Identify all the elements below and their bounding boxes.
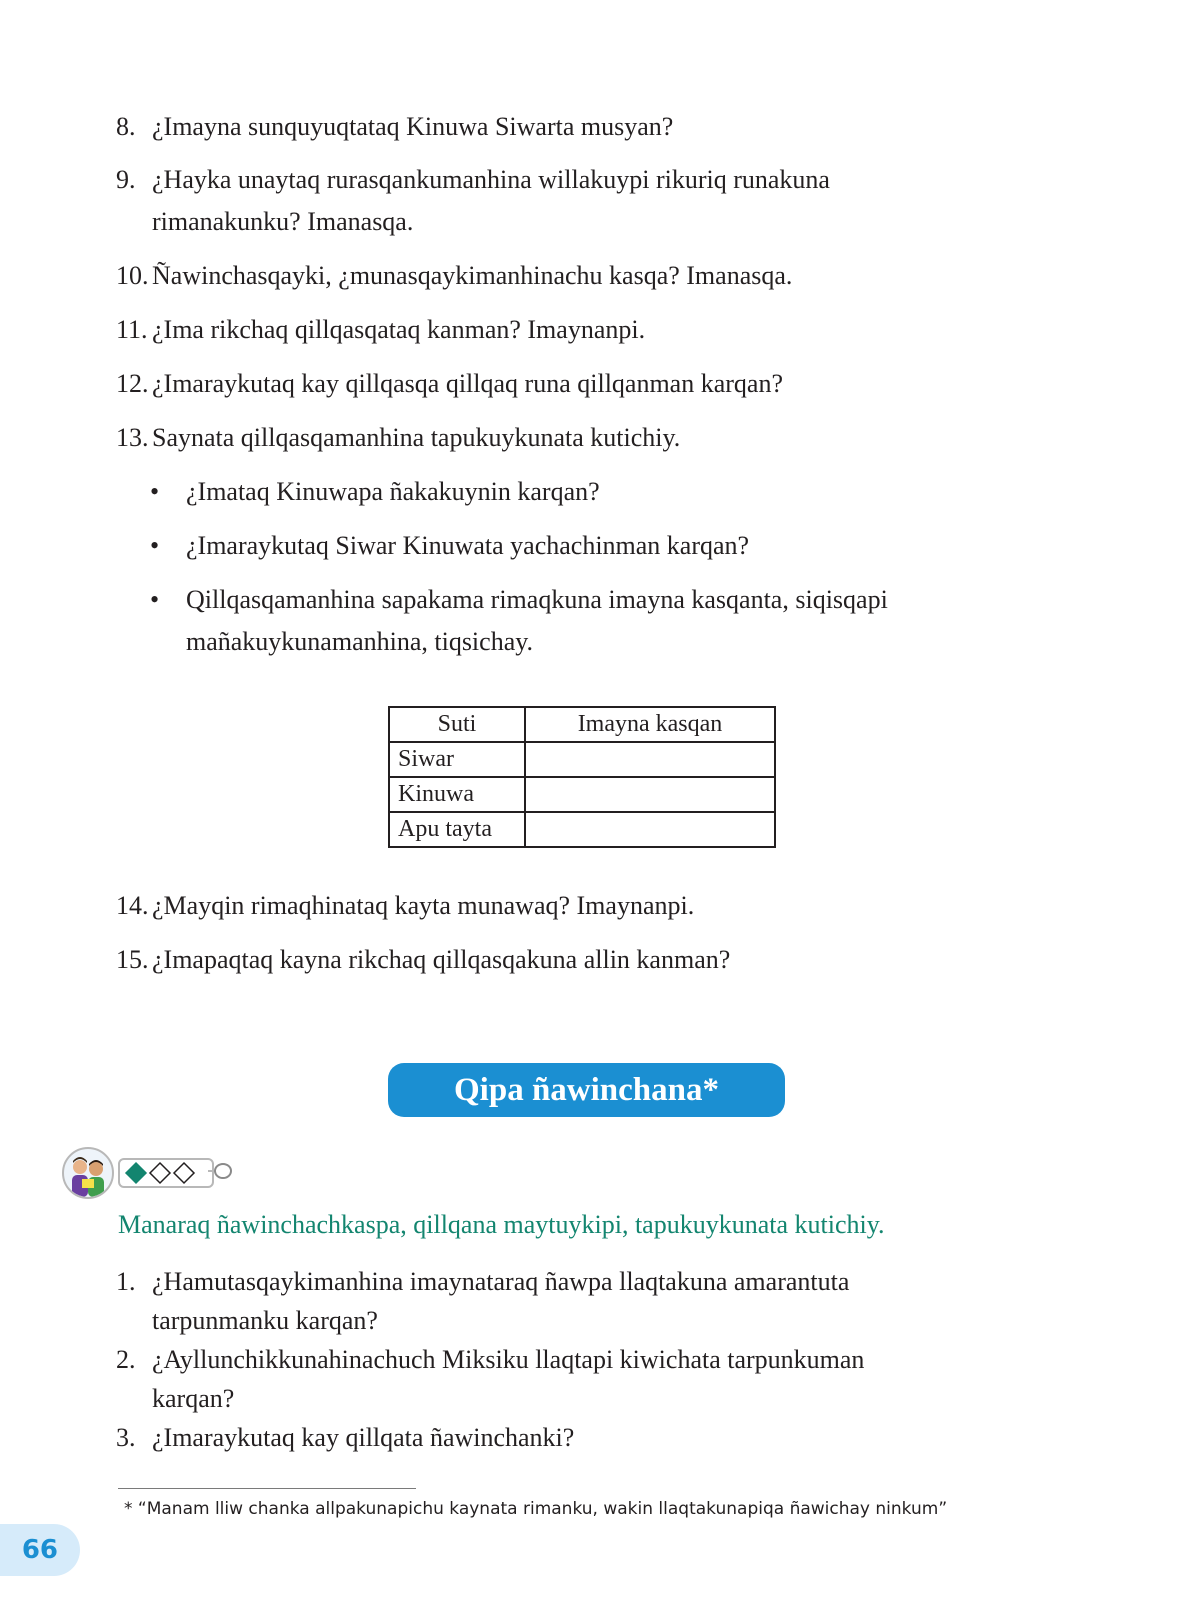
question-text: Saynata qillqasqamanhina tapukuykunata kutichiy. (152, 423, 681, 452)
question-text: ¿Ayllunchikkunahinachuch Miksiku llaqtapi kiwichata tarpunkuman (152, 1345, 865, 1374)
bullet-marker: • (150, 477, 160, 506)
page-number: 66 (21, 1535, 58, 1565)
question-text: ¿Ima rikchaq qillqasqataq kanman? Imaynanpi. (152, 315, 646, 344)
question-text: ¿Imaraykutaq kay qillqata ñawinchanki? (152, 1423, 575, 1452)
table-row (389, 777, 775, 812)
page-number-tab (0, 1524, 80, 1576)
question-text: ¿Mayqin rimaqhinataq kayta munawaq? Imaynanpi. (152, 891, 695, 920)
table-cell-blank[interactable] (525, 812, 775, 847)
footnote: * “Manam lliw chanka allpakunapichu kaynata rimanku, wakin llaqtakunapiqa ñawichay ninkum” (124, 1499, 948, 1519)
question-text: ¿Imapaqtaq kayna rikchaq qillqasqakuna allin kanman? (152, 945, 731, 974)
table-header-row (389, 707, 775, 742)
question-number: 12. (116, 369, 149, 398)
bullet-text-continued: mañakuykunamanhina, tiqsichay. (186, 627, 534, 656)
question-number: 1. (116, 1267, 136, 1296)
question-number: 11. (116, 315, 148, 344)
question-text: Ñawinchasqayki, ¿munasqaykimanhinachu kasqa? Imanasqa. (152, 261, 793, 290)
question-text-continued: karqan? (152, 1384, 235, 1413)
footnote-divider (118, 1488, 416, 1489)
question-number: 15. (116, 945, 149, 974)
question-number: 9. (116, 165, 136, 194)
level-tag-loop-icon (208, 1162, 232, 1180)
difficulty-level-indicator (118, 1158, 214, 1188)
character-table (388, 706, 776, 848)
table-cell-name: Apu tayta (389, 812, 525, 847)
bullet-text: ¿Imaraykutaq Siwar Kinuwata yachachinman karqan? (186, 531, 750, 560)
table-cell-blank[interactable] (525, 777, 775, 812)
table-cell-blank[interactable] (525, 742, 775, 777)
question-text-continued: rimanakunku? Imanasqa. (152, 207, 414, 236)
children-reading-icon (62, 1147, 114, 1199)
table-row (389, 812, 775, 847)
question-number: 3. (116, 1423, 136, 1452)
question-text: ¿Hamutasqaykimanhina imaynataraq ñawpa llaqtakuna amarantuta (152, 1267, 850, 1296)
question-number: 13. (116, 423, 149, 452)
question-text: ¿Imaraykutaq kay qillqasqa qillqaq runa qillqanman karqan? (152, 369, 783, 398)
question-text: ¿Hayka unaytaq rurasqankumanhina willakuypi rikuriq runakuna (152, 165, 830, 194)
table-header-name: Suti (389, 707, 525, 742)
table-header-description: Imayna kasqan (525, 707, 775, 742)
table-row (389, 742, 775, 777)
table-cell-name: Kinuwa (389, 777, 525, 812)
bullet-marker: • (150, 585, 160, 614)
question-number: 10. (116, 261, 149, 290)
bullet-text: Qillqasqamanhina sapakama rimaqkuna imayna kasqanta, siqisqapi (186, 585, 888, 614)
question-number: 14. (116, 891, 149, 920)
table-cell-name: Siwar (389, 742, 525, 777)
question-number: 2. (116, 1345, 136, 1374)
question-number: 8. (116, 112, 136, 141)
instruction-text: Manaraq ñawinchachkaspa, qillqana maytuykipi, tapukuykunata kutichiy. (118, 1210, 885, 1239)
section-title: Qipa ñawinchana* (388, 1063, 785, 1117)
bullet-text: ¿Imataq Kinuwapa ñakakuynin karqan? (186, 477, 600, 506)
question-text-continued: tarpunmanku karqan? (152, 1306, 378, 1335)
question-text: ¿Imayna sunquyuqtataq Kinuwa Siwarta musyan? (152, 112, 674, 141)
bullet-marker: • (150, 531, 160, 560)
